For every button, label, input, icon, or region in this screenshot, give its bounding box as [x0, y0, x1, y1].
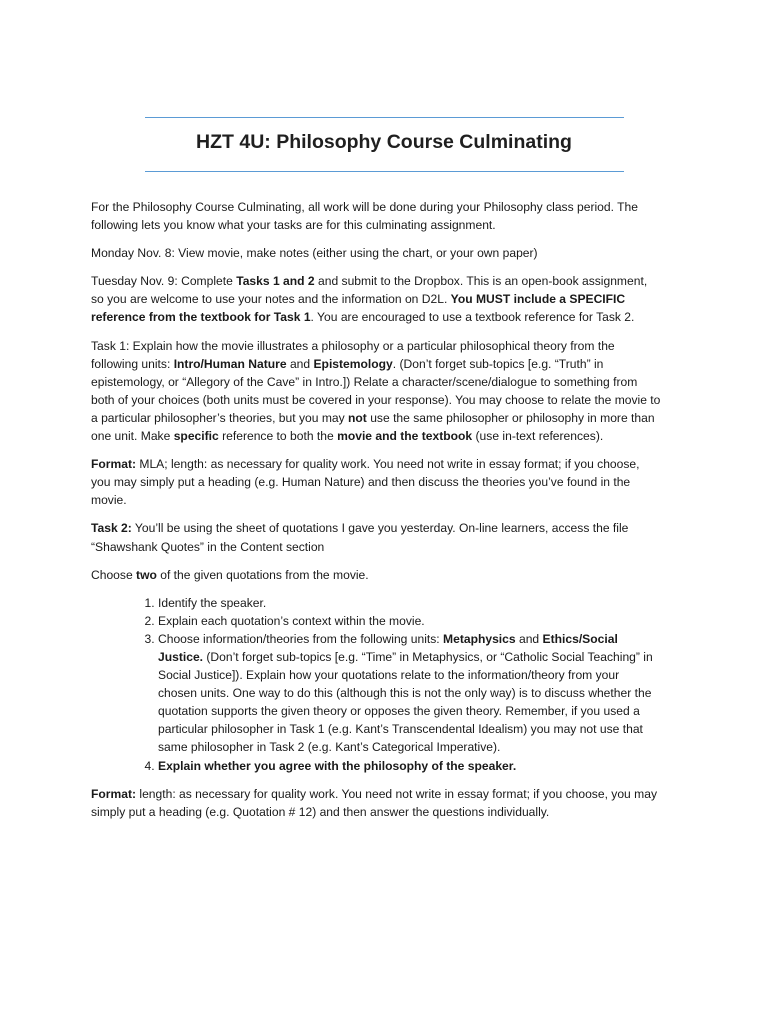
task1-text: and — [286, 356, 314, 371]
task1-paragraph — [91, 337, 661, 446]
format1-paragraph — [91, 455, 661, 509]
format1-label: Format: — [91, 457, 137, 472]
task1-emphasis: movie and the textbook — [337, 429, 473, 444]
task1-label: Task 1: — [91, 338, 130, 353]
task2-paragraph — [91, 519, 661, 555]
task2-label: Task 2: — [91, 521, 132, 536]
task1-emphasis: Intro/Human Nature — [173, 356, 287, 371]
task1-text: reference to both the — [218, 429, 338, 444]
task1-text: use the same philosopher or philosophy in more than one unit. Make — [91, 410, 655, 444]
page-title: HZT 4U: Philosophy Course Culminating — [196, 131, 572, 153]
list-item-emphasis: Explain whether you agree with the philosophy of the speaker. — [158, 758, 517, 773]
tuesday-text: Complete — [177, 274, 237, 289]
task1-text: . (Don’t forget sub-topics [e.g. “Truth” in epistemology, or “Allegory of the Cave” in Intro.]) Relate a character/scene/dialogue to something from both of your choices (both units must be covered in your response). You may choose to relate the movie to a particular philosopher’s theories, but you may — [91, 356, 661, 425]
title-top-rule — [145, 117, 624, 118]
tuesday-text: . You are encouraged to use a textbook reference for Task 2. — [310, 310, 635, 325]
format2-text: length: as necessary for quality work. You need not write in essay format; if you choose, you may simply put a heading (e.g. Quotation # 12) and then answer the questions individually. — [91, 786, 657, 819]
tuesday-paragraph — [91, 272, 661, 326]
task2-text: You’ll be using the sheet of quotations I gave you yesterday. On-line learners, access the file “Shawshank Quotes” in the Content section — [91, 521, 629, 554]
task1-emphasis: not — [348, 410, 367, 425]
list-item-emphasis: Metaphysics — [443, 631, 516, 646]
task2-steps-list — [91, 594, 661, 775]
format2-paragraph — [91, 785, 661, 821]
list-item-text: (Don’t forget sub-topics [e.g. “Time” in Metaphysics, or “Catholic Social Teaching” in Social Justice]). Explain how your quotations relate to the information/theory from your chosen units. One way to do this (although this is not the only way) is to discuss whether the quotation supports the given theory or opposes the given theory. Remember, if you used a particular philosopher in Task 1 (e.g. Kant’s Transcendental Idealism) you may not use that same philosopher in Task 2 (e.g. Kant’s Categorical Imperative). — [158, 649, 653, 755]
task1-emphasis: specific — [173, 429, 219, 444]
choose-paragraph — [91, 566, 661, 584]
task1-text: Explain how the movie illustrates a philosophy or a particular philosophical theory from the following units: — [91, 338, 615, 371]
choose-emphasis: two — [136, 567, 157, 582]
tuesday-emphasis: You MUST include a SPECIFIC reference from the textbook for Task 1 — [91, 292, 626, 325]
format2-label: Format: — [91, 786, 137, 801]
choose-text: of the given quotations from the movie. — [156, 567, 369, 582]
monday-text: View movie, make notes (either using the chart, or your own paper) — [174, 246, 538, 261]
list-item: 1. Identify the speaker. — [158, 594, 661, 612]
format1-text: MLA; length: as necessary for quality work. You need not write in essay format; if you choose, you may simply put a heading (e.g. Human Nature) and then discuss the theories you’ve found in the movie. — [91, 457, 640, 508]
list-item-emphasis: Ethics/Social Justice. — [158, 631, 618, 664]
list-item-text: Choose information/theories from the following units: — [158, 631, 444, 646]
task1-emphasis: Epistemology — [313, 356, 393, 371]
choose-text: Choose — [91, 567, 137, 582]
task1-text: (use in-text references). — [472, 429, 604, 444]
list-item: 2. Explain each quotation’s context within the movie. — [158, 612, 661, 630]
monday-paragraph — [91, 244, 661, 262]
title-bottom-rule — [145, 171, 624, 172]
intro-paragraph: For the Philosophy Course Culminating, all work will be done during your Philosophy class period. The following lets you know what your tasks are for this culminating assignment. — [91, 200, 638, 233]
list-item-text: and — [515, 631, 543, 646]
tuesday-label: Tuesday Nov. 9: — [91, 274, 178, 289]
monday-label: Monday Nov. 8: — [91, 246, 175, 261]
tuesday-emphasis: Tasks 1 and 2 — [236, 274, 315, 289]
document-body — [91, 198, 661, 831]
list-item — [158, 757, 661, 775]
tuesday-text: and submit to the Dropbox. This is an open-book assignment, so you are welcome to use your notes and the information on D2L. — [91, 274, 648, 307]
list-item — [158, 630, 661, 757]
